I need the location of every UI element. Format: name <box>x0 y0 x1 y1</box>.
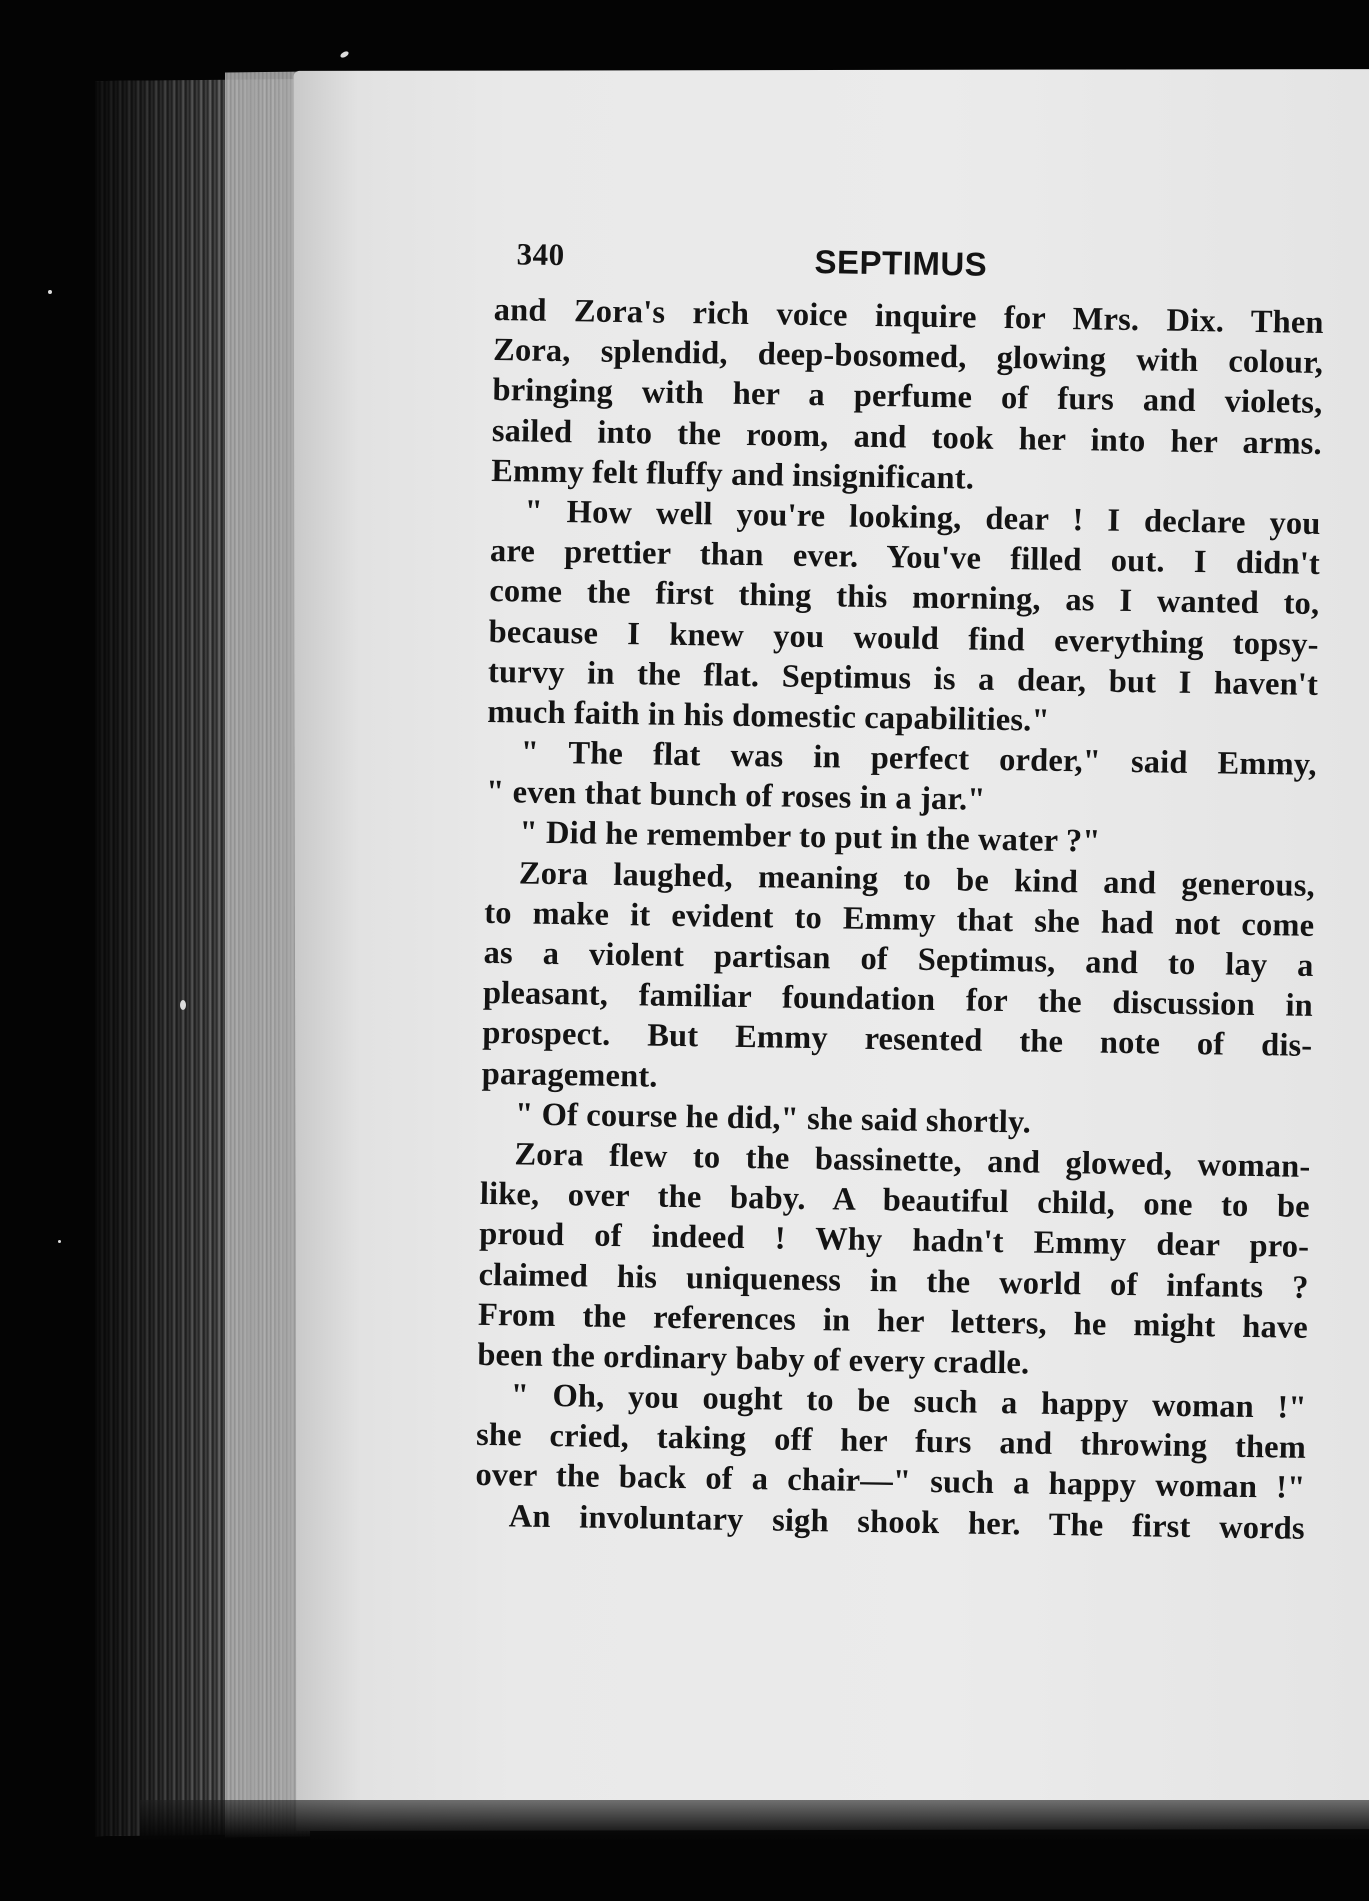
text-line: " Of course he did," she said shortly. <box>514 1096 1032 1141</box>
text-line: are prettier than ever. You've filled out. I didn't <box>489 533 1321 583</box>
text-line: proud of indeed ! Why hadn't Emmy dear pro- <box>478 1216 1310 1266</box>
text-line: sailed into the room, and took her into her arms. <box>491 412 1323 462</box>
text-line: she cried, taking off her furs and throwing them <box>475 1417 1307 1467</box>
text-line: " How well you're looking, dear ! I declare you <box>524 493 1321 542</box>
page-bottom-shadow <box>140 1800 1369 1840</box>
text-line: From the references in her letters, he might have <box>477 1296 1309 1346</box>
text-line: because I knew you would find everything topsy- <box>488 613 1319 663</box>
text-line: prospect. But Emmy resented the note of dis- <box>482 1015 1313 1065</box>
dust-speck <box>58 1240 61 1243</box>
text-line: claimed his uniqueness in the world of infants ? <box>478 1256 1309 1306</box>
dust-speck <box>339 50 349 59</box>
dust-speck <box>48 290 52 294</box>
text-line: and Zora's rich voice inquire for Mrs. Dix. Then <box>493 291 1324 342</box>
text-line: pleasant, familiar foundation for the discussion in <box>482 975 1314 1025</box>
text-line: An involuntary sigh shook her. The first words <box>508 1498 1306 1547</box>
running-title: SEPTIMUS <box>814 243 988 283</box>
text-line: " Oh, you ought to be such a happy woman !" <box>510 1377 1307 1426</box>
text-line: Emmy felt fluffy and insignificant. <box>490 452 975 497</box>
text-line: turvy in the flat. Septimus is a dear, but I haven't <box>487 653 1319 703</box>
text-line: to make it evident to Emmy that she had not come <box>484 894 1315 944</box>
text-line: Zora, splendid, deep-bosomed, glowing with colour, <box>492 332 1324 382</box>
text-line: like, over the baby. A beautiful child, one to be <box>479 1176 1311 1226</box>
text-line: " The flat was in perfect order," said Emmy, <box>520 734 1318 784</box>
text-line: " Did he remember to put in the water ?" <box>519 814 1101 861</box>
text-line: " even that bunch of roses in a jar." <box>485 774 986 819</box>
body-text <box>475 290 1324 1549</box>
text-line: been the ordinary baby of every cradle. <box>477 1336 1030 1382</box>
page-number: 340 <box>516 236 565 273</box>
text-line: bringing with her a perfume of furs and violets, <box>492 372 1323 422</box>
dust-speck <box>180 1000 186 1010</box>
text-line: much faith in his domestic capabilities." <box>487 693 1050 739</box>
text-line: paragement. <box>481 1055 658 1095</box>
text-line: Zora laughed, meaning to be kind and generous, <box>518 855 1316 904</box>
text-line: over the back of a chair—" such a happy woman !" <box>475 1457 1306 1507</box>
page-text-block <box>475 232 1325 1549</box>
text-line: Zora flew to the bassinette, and glowed, woman- <box>514 1136 1311 1185</box>
text-line: come the first thing this morning, as I wanted to, <box>489 573 1320 623</box>
text-line: as a violent partisan of Septimus, and to lay a <box>483 934 1314 984</box>
